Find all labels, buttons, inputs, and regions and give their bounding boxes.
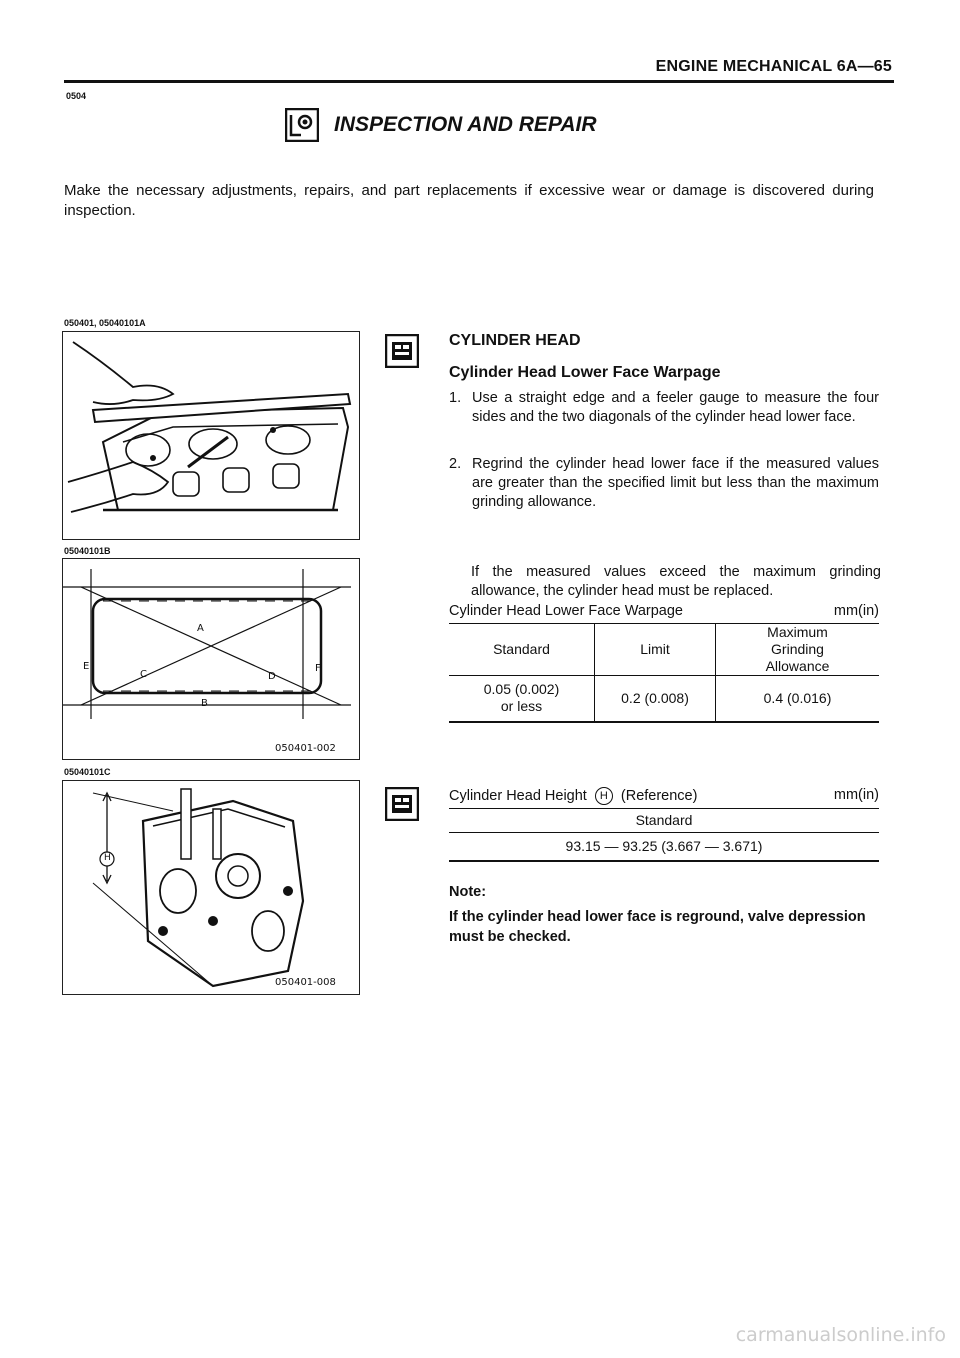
cylinder-head-height-illustration xyxy=(63,781,359,994)
step-1 xyxy=(449,389,879,427)
height-caption-text xyxy=(449,787,697,805)
page-header-title: ENGINE MECHANICAL 6A—65 xyxy=(655,58,892,75)
inspection-lens-icon xyxy=(285,108,319,142)
warpage-table xyxy=(449,623,879,723)
height-value: 93.15 — 93.25 (3.667 — 3.671) xyxy=(565,837,763,854)
figure-2-number: 050401-002 xyxy=(275,743,336,754)
height-header-standard: Standard xyxy=(635,812,693,828)
height-table-value-row xyxy=(449,833,879,861)
figure-straight-edge-photo xyxy=(62,331,360,540)
header-limit: Limit xyxy=(595,624,716,676)
edge-label-a: A xyxy=(197,623,204,634)
section-title: INSPECTION AND REPAIR xyxy=(334,113,597,136)
note-label: Note: xyxy=(449,884,487,900)
replace-note: If the measured values exceed the maximum grinding allowance, the cylinder head must be replaced. xyxy=(471,564,881,599)
watermark: carmanualsonline.info xyxy=(735,1324,946,1346)
edge-label-b: B xyxy=(201,698,208,709)
warpage-measurement-diagram xyxy=(63,559,359,759)
edge-label-e: E xyxy=(83,661,90,672)
warpage-subtitle: Cylinder Head Lower Face Warpage xyxy=(449,364,721,381)
header-rule xyxy=(64,80,894,83)
value-limit: 0.2 (0.008) xyxy=(595,676,716,722)
step-2-number: 2. xyxy=(449,456,462,472)
section-code: 0504 xyxy=(66,91,87,101)
figure-head-height xyxy=(62,780,360,995)
cylinder-head-straight-edge-illustration xyxy=(63,332,359,539)
height-caption-post: (Reference) xyxy=(620,787,698,804)
cylinder-head-title: CYLINDER HEAD xyxy=(449,332,581,349)
step-2-text: Regrind the cylinder head lower face if the measured values are greater than the specified limit but less than the maximum grinding allowance. xyxy=(472,456,879,510)
edge-label-f: F xyxy=(315,663,321,674)
diagonal-label-c: C xyxy=(140,669,147,680)
note-text: If the cylinder head lower face is reground, valve depression must be checked. xyxy=(449,909,866,945)
warpage-caption-text: Cylinder Head Lower Face Warpage xyxy=(449,603,683,619)
height-symbol-icon: H xyxy=(595,787,613,805)
height-symbol-h: H xyxy=(104,853,111,863)
step-1-number: 1. xyxy=(449,390,462,406)
service-manual-icon-2 xyxy=(385,787,419,821)
figure-2-code: 05040101B xyxy=(64,546,111,556)
height-caption-pre: Cylinder Head Height xyxy=(449,787,587,804)
figure-3-number: 050401-008 xyxy=(275,977,336,988)
figure-3-code: 05040101C xyxy=(64,767,111,777)
step-2 xyxy=(449,455,879,512)
intro-paragraph: Make the necessary adjustments, repairs, and part replacements if excessive wear or damage is discovered during inspection. xyxy=(64,182,874,219)
figure-warpage-diagram xyxy=(62,558,360,760)
step-1-text: Use a straight edge and a feeler gauge to measure the four sides and the two diagonals of the cylinder head lower face. xyxy=(472,390,879,425)
figure-1-code: 050401, 05040101A xyxy=(64,318,146,328)
value-standard: 0.05 (0.002) or less xyxy=(449,676,595,722)
height-table-caption xyxy=(449,787,879,805)
warpage-table-header-row xyxy=(449,624,879,676)
header-standard: Standard xyxy=(449,624,595,676)
diagonal-label-d: D xyxy=(268,671,276,682)
warpage-table-value-row xyxy=(449,676,879,722)
height-unit: mm(in) xyxy=(833,787,879,803)
header-max-grinding: Maximum Grinding Allowance xyxy=(765,624,830,674)
service-manual-icon xyxy=(385,334,419,368)
value-max-grinding: 0.4 (0.016) xyxy=(763,689,832,706)
warpage-table-caption xyxy=(449,603,879,619)
height-table-header-row xyxy=(449,809,879,833)
height-table xyxy=(449,808,879,862)
warpage-unit: mm(in) xyxy=(833,603,879,619)
